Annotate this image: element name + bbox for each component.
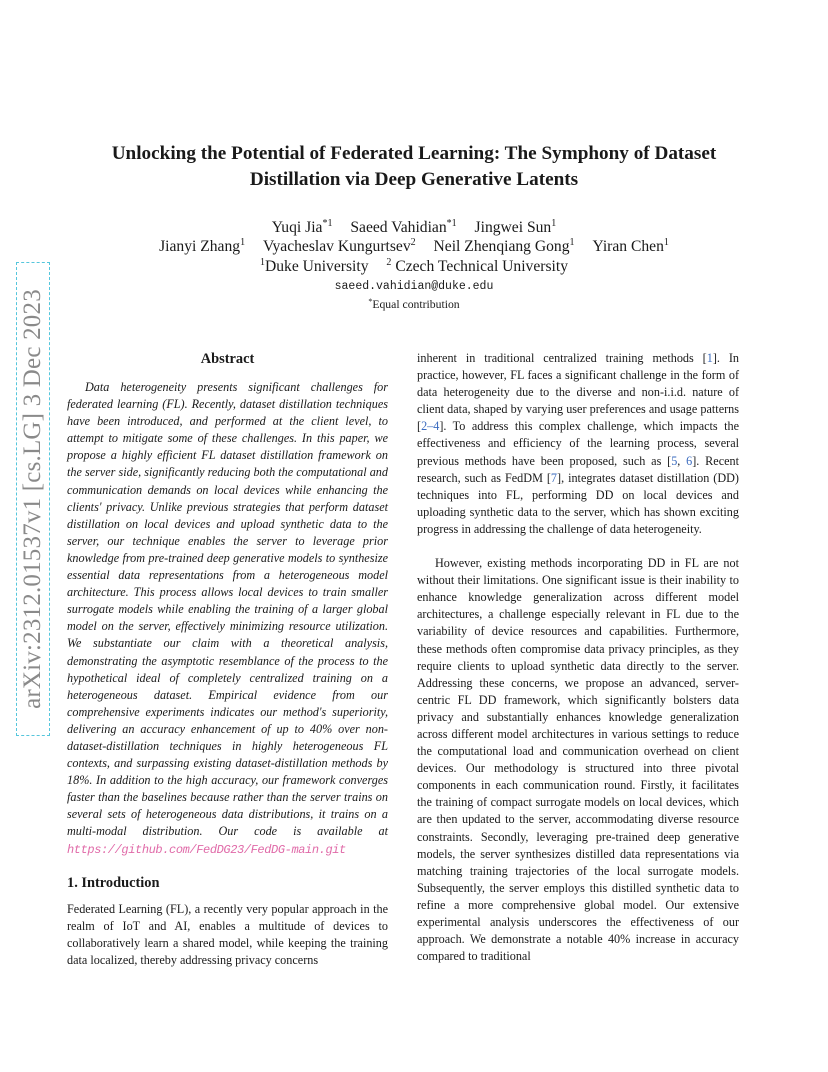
arxiv-identifier[interactable]: arXiv:2312.01537v1 [cs.LG] 3 Dec 2023 bbox=[19, 289, 46, 709]
author-name: Yuqi Jia$^{*1}$ bbox=[271, 218, 333, 236]
author-name: Jianyi Zhang$^1$ bbox=[159, 237, 246, 255]
equal-contribution-note: *Equal contribution bbox=[368, 297, 460, 311]
title-line-2: Distillation via Deep Generative Latents bbox=[249, 169, 579, 190]
intro-paragraph-1: Federated Learning (FL), a recently very popular approach in the realm of IoT and AI, enables a multitude of devices to collaboratively learn a shared model, while keeping the training data localized, thereby addressing privacy concerns bbox=[67, 901, 388, 967]
author-name: Jingwei Sun$^1$ bbox=[474, 218, 557, 236]
contact-email[interactable]: saeed.vahidian@duke.edu bbox=[334, 280, 494, 293]
citation-link[interactable]: 1 bbox=[706, 351, 713, 365]
intro-paragraph-2: However, existing methods incorporating DD in FL are not without their limitations. One significant issue is their inability to enhance knowledge generalization across different model architectures, a challenge especially relevant in FL due to the variability of device resources and capabilities. Furthermore, these methods often compromise data privacy principles, as they require clients to upload synthetic data directly to the server. Addressing these concerns, we propose an advanced, server-centric FL DD framework, which significantly bolsters data privacy and substantially enhances knowledge generalization across different model architectures in various settings to reduce the computational load and communication overhead on client devices. Our methodology is structured into three pivotal components in each communication round. Firstly, it facilitates the training of compact surrogate models on local devices, which are then updated to the server, accommodating diverse resource constraints. Secondly, leveraging pre-trained deep generative models, the server synthesizes distilled data representations via matching training trajectories of the local surrogate models. Subsequently, the server employs this distilled synthetic data to refine a more comprehensive global model. Our extensive experimental analysis underscores the effectiveness of our approach. We demonstrate a notable 40% increase in accuracy compared to traditional bbox=[417, 556, 739, 964]
left-column bbox=[67, 349, 388, 969]
affiliation: $^1$Duke University bbox=[259, 257, 369, 275]
author-line-2 bbox=[60, 237, 768, 257]
intro-paragraph-1-continued: inherent in traditional centralized training methods [1]. In practice, however, FL faces a significant challenge in the form of data heterogeneity due to the diverse and non-i.i.d. nature of client data, shaped by varying user preferences and usage patterns [2–4]. To address this complex challenge, which impacts the effectiveness and efficiency of the learning process, several previous methods have been proposed, such as [5, 6]. Recent research, such as FedDM [7], integrates dataset distillation (DD) techniques into FL, performing DD on local devices and uploading synthetic data to the server, which has shown exciting progress in addressing the challenge of data heterogeneity. bbox=[417, 351, 740, 536]
author-name: Saeed Vahidian$^{*1}$ bbox=[350, 218, 457, 236]
citation-link[interactable]: 7 bbox=[550, 470, 558, 485]
author-line-1 bbox=[60, 218, 768, 238]
author-name: Yiran Chen$^1$ bbox=[592, 237, 669, 255]
affiliation: $^2$ Czech Technical University bbox=[386, 257, 569, 275]
citation-link[interactable]: 2–4 bbox=[421, 419, 440, 434]
abstract-heading: Abstract bbox=[200, 351, 255, 367]
introduction-heading: 1. Introduction bbox=[67, 874, 160, 891]
abstract-text: Data heterogeneity presents significant challenges for federated learning (FL). Recently, dataset distillation techniques have been introduced, and performed at the client level, to attempt to mitigate some of these challenges. In this paper, we propose a highly efficient FL dataset distillation framework on the server side, significantly reducing both the computational and communication demands on local devices while enhancing the clients' privacy. Unlike previous strategies that perform dataset distillation on local devices and upload synthetic data to the server, our technique enables the server to leverage prior knowledge from pre-trained deep generative models to synthesize essential data representations from a heterogeneous model architecture. This process allows local devices to train smaller surrogate models while enabling the training of a larger global model on the server, effectively minimizing resource utilization. We substantiate our claim with a theoretical analysis, demonstrating the asymptotic resemblance of the process to the hypothetical ideal of completely centralized training on a heterogeneous dataset. Empirical evidence from our comprehensive experiments indicates our method's superiority, delivering an accuracy enhancement of up to 40% over non-dataset-distillation techniques in highly heterogeneous FL contexts, and surpassing existing dataset-distillation methods by 18%. In addition to the high accuracy, our framework converges faster than the baselines because rather than the server trains on several sets of heterogeneous data distributions, it trains on a multi-modal distribution. Our code is available at https://github.com/FedDG23/FedDG-main.git bbox=[67, 380, 388, 857]
right-column bbox=[417, 350, 739, 965]
code-link[interactable]: https://github.com/FedDG23/FedDG-main.git bbox=[67, 842, 346, 857]
affiliation-line bbox=[60, 257, 768, 277]
title-line-1: Unlocking the Potential of Federated Learning: The Symphony of Dataset bbox=[111, 143, 717, 164]
paper-title bbox=[60, 141, 768, 193]
author-name: Vyacheslav Kungurtsev$^2$ bbox=[262, 237, 416, 255]
citation-link[interactable]: 5 bbox=[671, 453, 678, 468]
citation-link[interactable]: 6 bbox=[686, 453, 693, 468]
author-name: Neil Zhenqiang Gong$^1$ bbox=[433, 237, 575, 255]
